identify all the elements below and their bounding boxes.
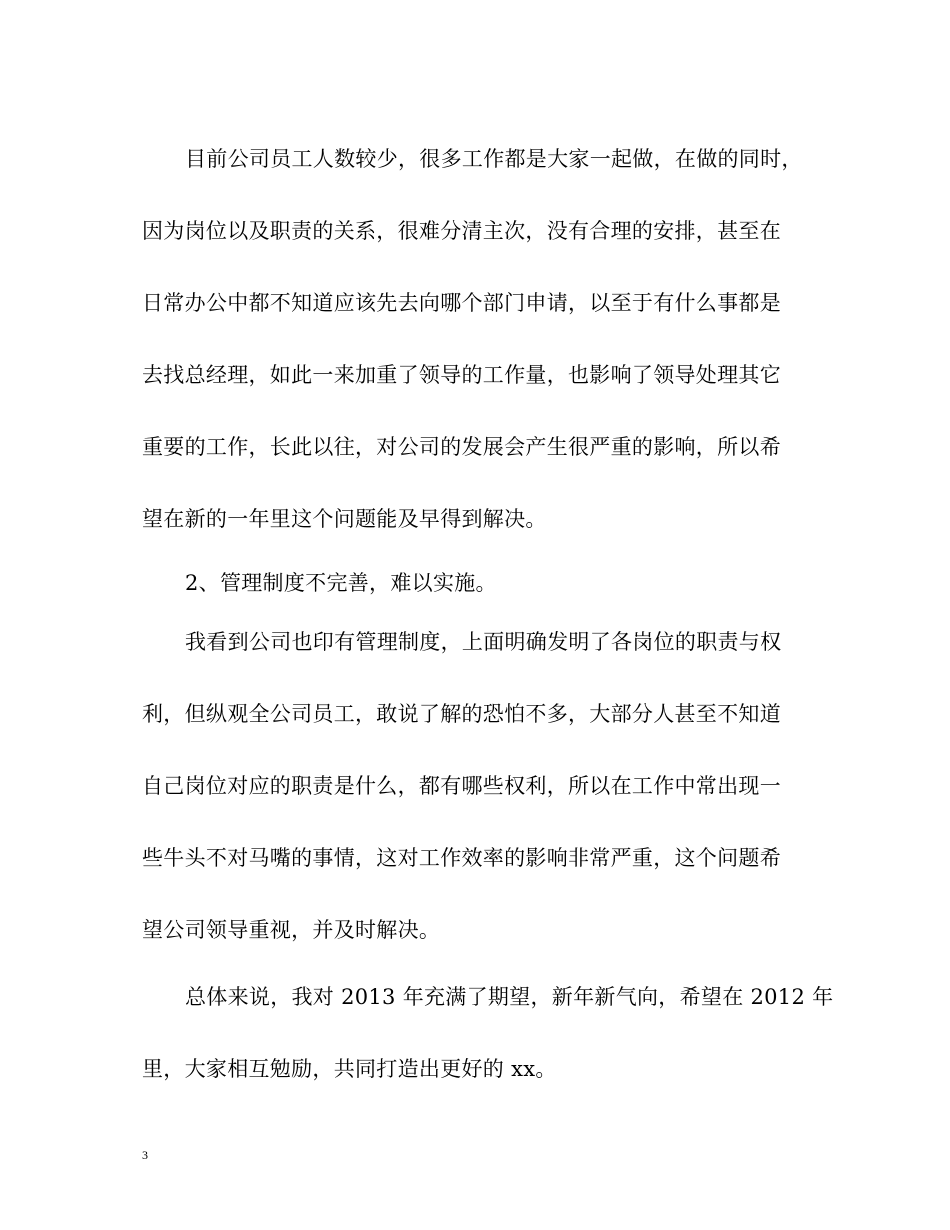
paragraph-line: 自己岗位对应的职责是什么，都有哪些权利，所以在工作中常出现一 [142, 774, 781, 798]
paragraph-line: 里，大家相互勉励，共同打造出更好的 xx。 [142, 1057, 557, 1081]
paragraph-line: 些牛头不对马嘴的事情，这对工作效率的影响非常严重，这个问题希 [142, 846, 781, 870]
paragraph-line: 去找总经理，如此一来加重了领导的工作量，也影响了领导处理其它 [142, 363, 781, 387]
paragraph-line: 重要的工作，长此以往，对公司的发展会产生很严重的影响，所以希 [142, 435, 781, 459]
paragraph-line: 望在新的一年里这个问题能及早得到解决。 [142, 507, 547, 531]
paragraph-line: 利，但纵观全公司员工，敢说了解的恐怕不多，大部分人甚至不知道 [142, 702, 781, 726]
paragraph-line: 我看到公司也印有管理制度，上面明确发明了各岗位的职责与权 [185, 630, 782, 654]
paragraph-line: 望公司领导重视，并及时解决。 [142, 918, 441, 942]
section-heading: 2、管理制度不完善，难以实施。 [185, 571, 497, 595]
paragraph-line: 目前公司员工人数较少，很多工作都是大家一起做，在做的同时， [185, 147, 803, 171]
page-number: 3 [142, 1148, 148, 1162]
paragraph-line: 总体来说，我对 2013 年充满了期望，新年新气向，希望在 2012 年 [185, 985, 834, 1009]
paragraph-line: 因为岗位以及职责的关系，很难分清主次，没有合理的安排，甚至在 [142, 219, 781, 243]
paragraph-line: 日常办公中都不知道应该先去向哪个部门申请，以至于有什么事都是 [142, 291, 781, 315]
